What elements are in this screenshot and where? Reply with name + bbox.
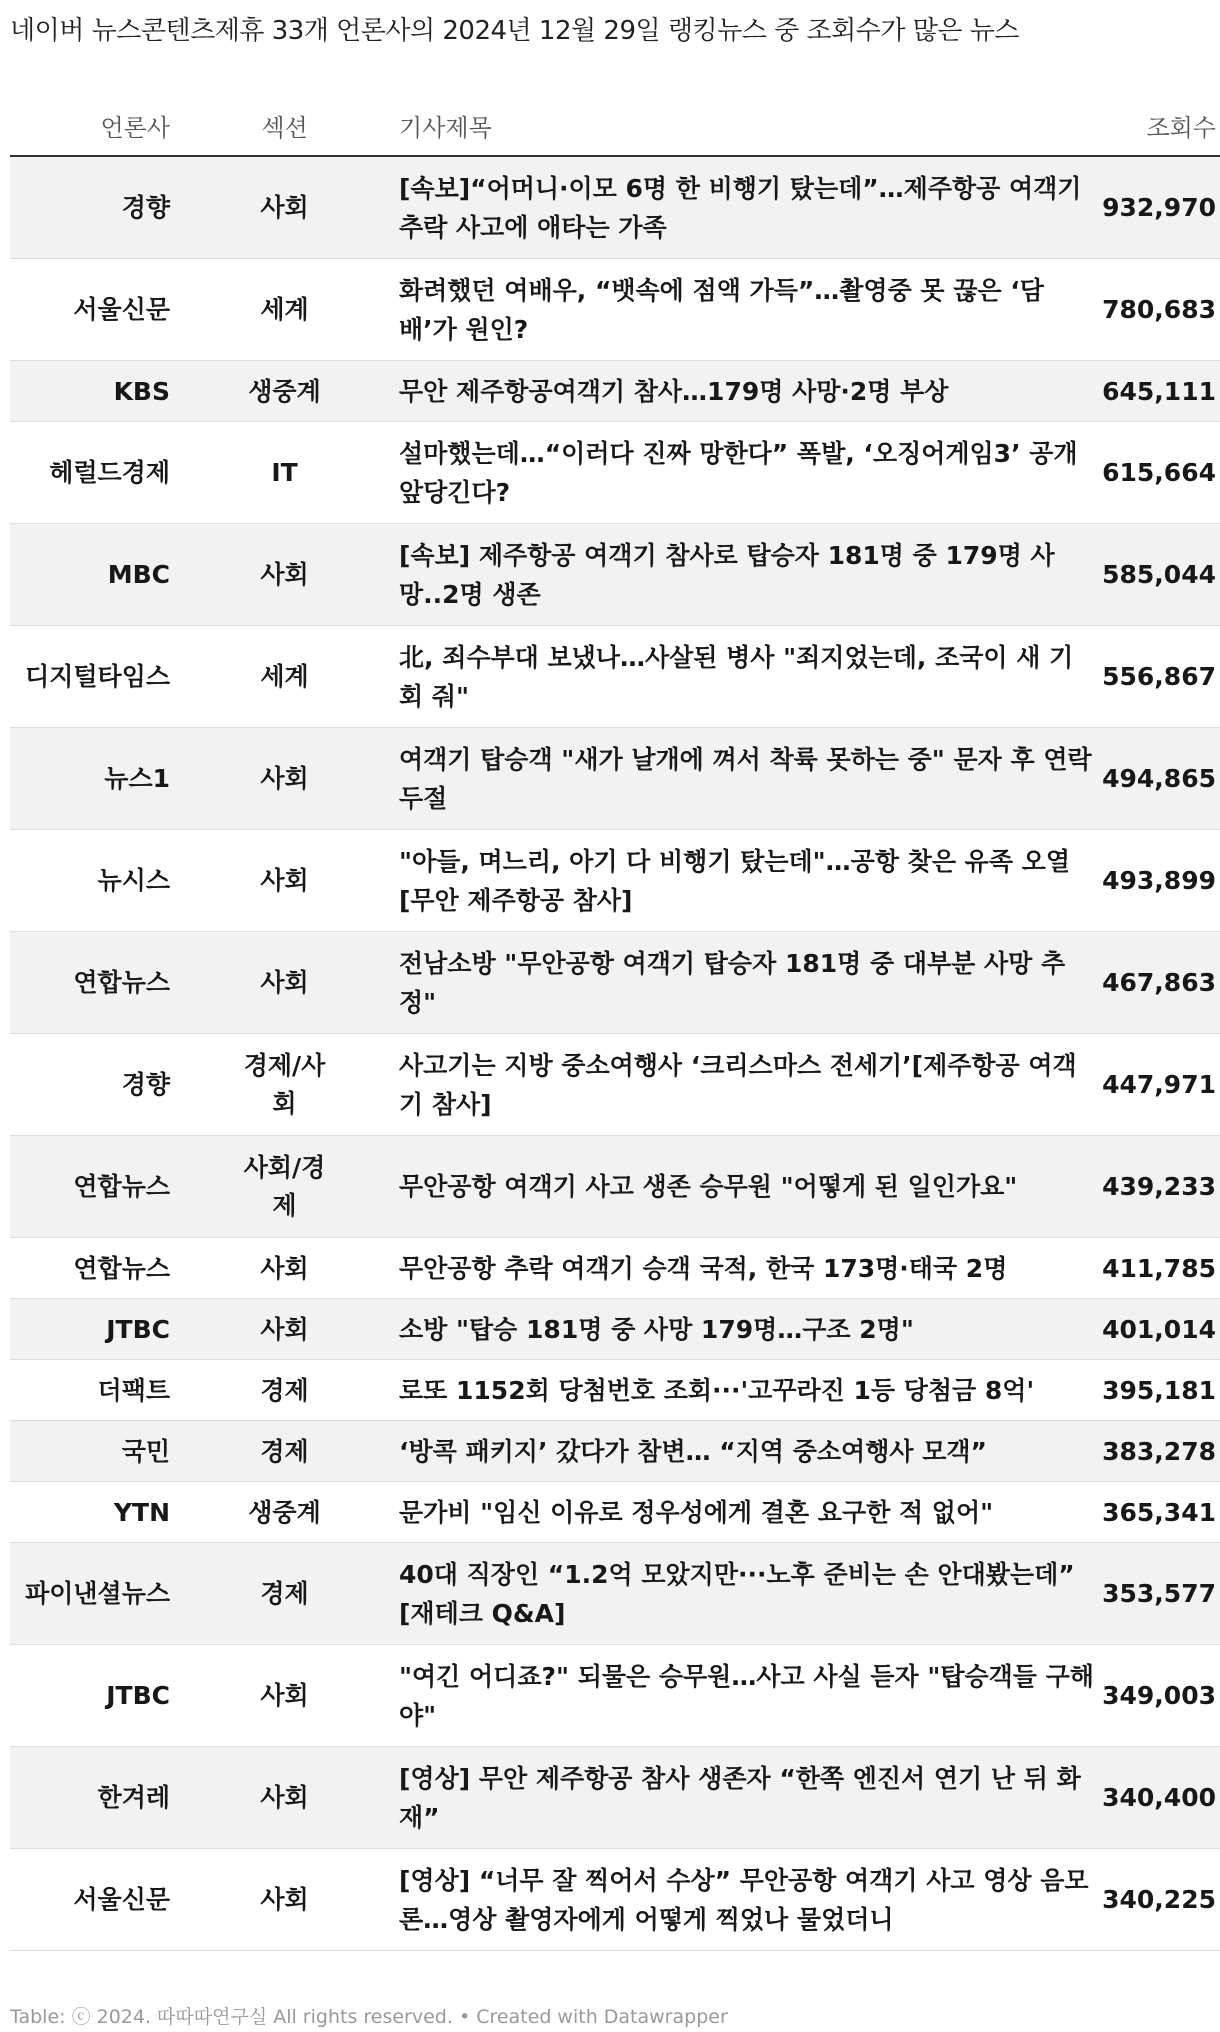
cell-section bbox=[170, 932, 399, 1034]
table-row bbox=[10, 932, 1220, 1034]
table-row bbox=[10, 1299, 1220, 1360]
cell-views: 340,225 bbox=[1096, 1849, 1220, 1951]
table-row bbox=[10, 830, 1220, 932]
cell-section bbox=[170, 728, 399, 830]
cell-headline: 설마했는데…“이러다 진짜 망한다” 폭발, ‘오징어게임3’ 공개 앞당긴다? bbox=[399, 422, 1096, 524]
cell-outlet: 국민 bbox=[10, 1421, 170, 1482]
cell-section bbox=[170, 626, 399, 728]
table-row bbox=[10, 1645, 1220, 1747]
section-label: 사회 bbox=[260, 193, 309, 222]
cell-outlet: YTN bbox=[10, 1482, 170, 1543]
cell-outlet: 경향 bbox=[10, 156, 170, 259]
table-body bbox=[10, 156, 1220, 1951]
cell-headline: 문가비 "임신 이유로 정우성에게 결혼 요구한 적 없어" bbox=[399, 1482, 1096, 1543]
cell-section bbox=[170, 422, 399, 524]
ranking-table bbox=[10, 95, 1220, 1951]
cell-views: 395,181 bbox=[1096, 1360, 1220, 1421]
page-title: 네이버 뉴스콘텐츠제휴 33개 언론사의 2024년 12월 29일 랭킹뉴스 중 조회수가 많은 뉴스 bbox=[10, 16, 1019, 46]
cell-headline: [속보] 제주항공 여객기 참사로 탑승자 181명 중 179명 사망..2명 생존 bbox=[399, 524, 1096, 626]
cell-section bbox=[170, 1034, 399, 1136]
table-row bbox=[10, 1747, 1220, 1849]
column-header-section: 섹션 bbox=[170, 95, 399, 156]
cell-outlet: 한겨레 bbox=[10, 1747, 170, 1849]
cell-views: 780,683 bbox=[1096, 259, 1220, 361]
cell-section bbox=[170, 1421, 399, 1482]
cell-views: 340,400 bbox=[1096, 1747, 1220, 1849]
cell-section bbox=[170, 1645, 399, 1747]
table-header-row bbox=[10, 95, 1220, 156]
table-row bbox=[10, 1238, 1220, 1299]
table-row bbox=[10, 1136, 1220, 1238]
table-row bbox=[10, 728, 1220, 830]
cell-headline: 로또 1152회 당첨번호 조회···'고꾸라진 1등 당첨금 8억' bbox=[399, 1360, 1096, 1421]
cell-outlet: JTBC bbox=[10, 1299, 170, 1360]
section-label: 경제 bbox=[260, 1579, 309, 1608]
section-label: 생중계 bbox=[248, 376, 321, 406]
cell-outlet: 헤럴드경제 bbox=[10, 422, 170, 524]
cell-section bbox=[170, 524, 399, 626]
section-label: 사회 bbox=[260, 1681, 309, 1710]
section-label: 경제/사회 bbox=[243, 1050, 326, 1118]
section-label: 사회 bbox=[260, 1253, 309, 1283]
cell-outlet: JTBC bbox=[10, 1645, 170, 1747]
cell-outlet: 서울신문 bbox=[10, 1849, 170, 1951]
column-header-views: 조회수 bbox=[1096, 95, 1220, 156]
cell-outlet: 연합뉴스 bbox=[10, 932, 170, 1034]
cell-section bbox=[170, 1482, 399, 1543]
cell-outlet: 연합뉴스 bbox=[10, 1238, 170, 1299]
cell-section bbox=[170, 1238, 399, 1299]
cell-headline: 사고기는 지방 중소여행사 ‘크리스마스 전세기’[제주항공 여객기 참사] bbox=[399, 1034, 1096, 1136]
cell-outlet: 연합뉴스 bbox=[10, 1136, 170, 1238]
cell-section bbox=[170, 1136, 399, 1238]
column-header-headline: 기사제목 bbox=[399, 95, 1096, 156]
cell-views: 932,970 bbox=[1096, 156, 1220, 259]
table-row bbox=[10, 1034, 1220, 1136]
cell-outlet: 경향 bbox=[10, 1034, 170, 1136]
cell-views: 411,785 bbox=[1096, 1238, 1220, 1299]
cell-views: 493,899 bbox=[1096, 830, 1220, 932]
section-label: 사회 bbox=[260, 1783, 309, 1812]
cell-outlet: 더팩트 bbox=[10, 1360, 170, 1421]
table-footer-credit: Table: ⓒ 2024. 따따따연구실 All rights reserved. • Created with Datawrapper bbox=[10, 2006, 728, 2028]
section-label: 경제 bbox=[260, 1375, 309, 1405]
table-row bbox=[10, 1543, 1220, 1645]
cell-views: 556,867 bbox=[1096, 626, 1220, 728]
cell-headline: 40대 직장인 “1.2억 모았지만···노후 준비는 손 안대봤는데” [재테크 Q&A] bbox=[399, 1543, 1096, 1645]
section-label: IT bbox=[271, 458, 298, 487]
cell-section bbox=[170, 1543, 399, 1645]
section-label: 사회 bbox=[260, 1314, 309, 1344]
cell-headline: "아들, 며느리, 아기 다 비행기 탔는데"…공항 찾은 유족 오열[무안 제주항공 참사] bbox=[399, 830, 1096, 932]
section-label: 사회 bbox=[260, 764, 309, 793]
cell-headline: 무안 제주항공여객기 참사…179명 사망·2명 부상 bbox=[399, 361, 1096, 422]
cell-views: 645,111 bbox=[1096, 361, 1220, 422]
cell-views: 439,233 bbox=[1096, 1136, 1220, 1238]
cell-headline: [속보]“어머니·이모 6명 한 비행기 탔는데”…제주항공 여객기 추락 사고에 애타는 가족 bbox=[399, 156, 1096, 259]
section-label: 세계 bbox=[260, 295, 309, 324]
cell-headline: 전남소방 "무안공항 여객기 탑승자 181명 중 대부분 사망 추정" bbox=[399, 932, 1096, 1034]
cell-headline: "여긴 어디죠?" 되물은 승무원…사고 사실 듣자 "탑승객들 구해야" bbox=[399, 1645, 1096, 1747]
cell-headline: 무안공항 추락 여객기 승객 국적, 한국 173명·태국 2명 bbox=[399, 1238, 1096, 1299]
section-label: 사회/경제 bbox=[243, 1152, 326, 1220]
cell-section bbox=[170, 259, 399, 361]
section-label: 경제 bbox=[260, 1436, 309, 1466]
table-row bbox=[10, 1849, 1220, 1951]
table-row bbox=[10, 626, 1220, 728]
cell-views: 401,014 bbox=[1096, 1299, 1220, 1360]
cell-section bbox=[170, 1849, 399, 1951]
cell-outlet: 파이낸셜뉴스 bbox=[10, 1543, 170, 1645]
table-row bbox=[10, 1482, 1220, 1543]
cell-views: 494,865 bbox=[1096, 728, 1220, 830]
cell-outlet: 뉴스1 bbox=[10, 728, 170, 830]
section-label: 사회 bbox=[260, 560, 309, 589]
cell-headline: 화려했던 여배우, “뱃속에 점액 가득”…촬영중 못 끊은 ‘담배’가 원인? bbox=[399, 259, 1096, 361]
section-label: 생중계 bbox=[248, 1497, 321, 1527]
cell-views: 467,863 bbox=[1096, 932, 1220, 1034]
cell-views: 383,278 bbox=[1096, 1421, 1220, 1482]
cell-outlet: 뉴시스 bbox=[10, 830, 170, 932]
table-row bbox=[10, 361, 1220, 422]
cell-headline: 여객기 탑승객 "새가 날개에 껴서 착륙 못하는 중" 문자 후 연락두절 bbox=[399, 728, 1096, 830]
cell-headline: 北, 죄수부대 보냈나…사살된 병사 "죄지었는데, 조국이 새 기회 줘" bbox=[399, 626, 1096, 728]
table-row bbox=[10, 1360, 1220, 1421]
cell-views: 585,044 bbox=[1096, 524, 1220, 626]
cell-headline: 소방 "탑승 181명 중 사망 179명…구조 2명" bbox=[399, 1299, 1096, 1360]
cell-views: 353,577 bbox=[1096, 1543, 1220, 1645]
cell-outlet: KBS bbox=[10, 361, 170, 422]
cell-section bbox=[170, 156, 399, 259]
cell-section bbox=[170, 1747, 399, 1849]
cell-views: 447,971 bbox=[1096, 1034, 1220, 1136]
cell-headline: ‘방콕 패키지’ 갔다가 참변… “지역 중소여행사 모객” bbox=[399, 1421, 1096, 1482]
table-row bbox=[10, 422, 1220, 524]
cell-headline: [영상] “너무 잘 찍어서 수상” 무안공항 여객기 사고 영상 음모론…영상 촬영자에게 어떻게 찍었나 물었더니 bbox=[399, 1849, 1096, 1951]
cell-section bbox=[170, 1299, 399, 1360]
cell-headline: [영상] 무안 제주항공 참사 생존자 “한쪽 엔진서 연기 난 뒤 화재” bbox=[399, 1747, 1096, 1849]
cell-outlet: MBC bbox=[10, 524, 170, 626]
cell-section bbox=[170, 361, 399, 422]
cell-outlet: 서울신문 bbox=[10, 259, 170, 361]
cell-outlet: 디지털타임스 bbox=[10, 626, 170, 728]
section-label: 세계 bbox=[260, 662, 309, 691]
cell-views: 615,664 bbox=[1096, 422, 1220, 524]
cell-headline: 무안공항 여객기 사고 생존 승무원 "어떻게 된 일인가요" bbox=[399, 1136, 1096, 1238]
cell-views: 365,341 bbox=[1096, 1482, 1220, 1543]
table-row bbox=[10, 259, 1220, 361]
table-row bbox=[10, 524, 1220, 626]
column-header-outlet: 언론사 bbox=[10, 95, 170, 156]
section-label: 사회 bbox=[260, 1885, 309, 1914]
table-row bbox=[10, 156, 1220, 259]
cell-section bbox=[170, 830, 399, 932]
table-row bbox=[10, 1421, 1220, 1482]
cell-section bbox=[170, 1360, 399, 1421]
cell-views: 349,003 bbox=[1096, 1645, 1220, 1747]
section-label: 사회 bbox=[260, 866, 309, 895]
section-label: 사회 bbox=[260, 968, 309, 997]
